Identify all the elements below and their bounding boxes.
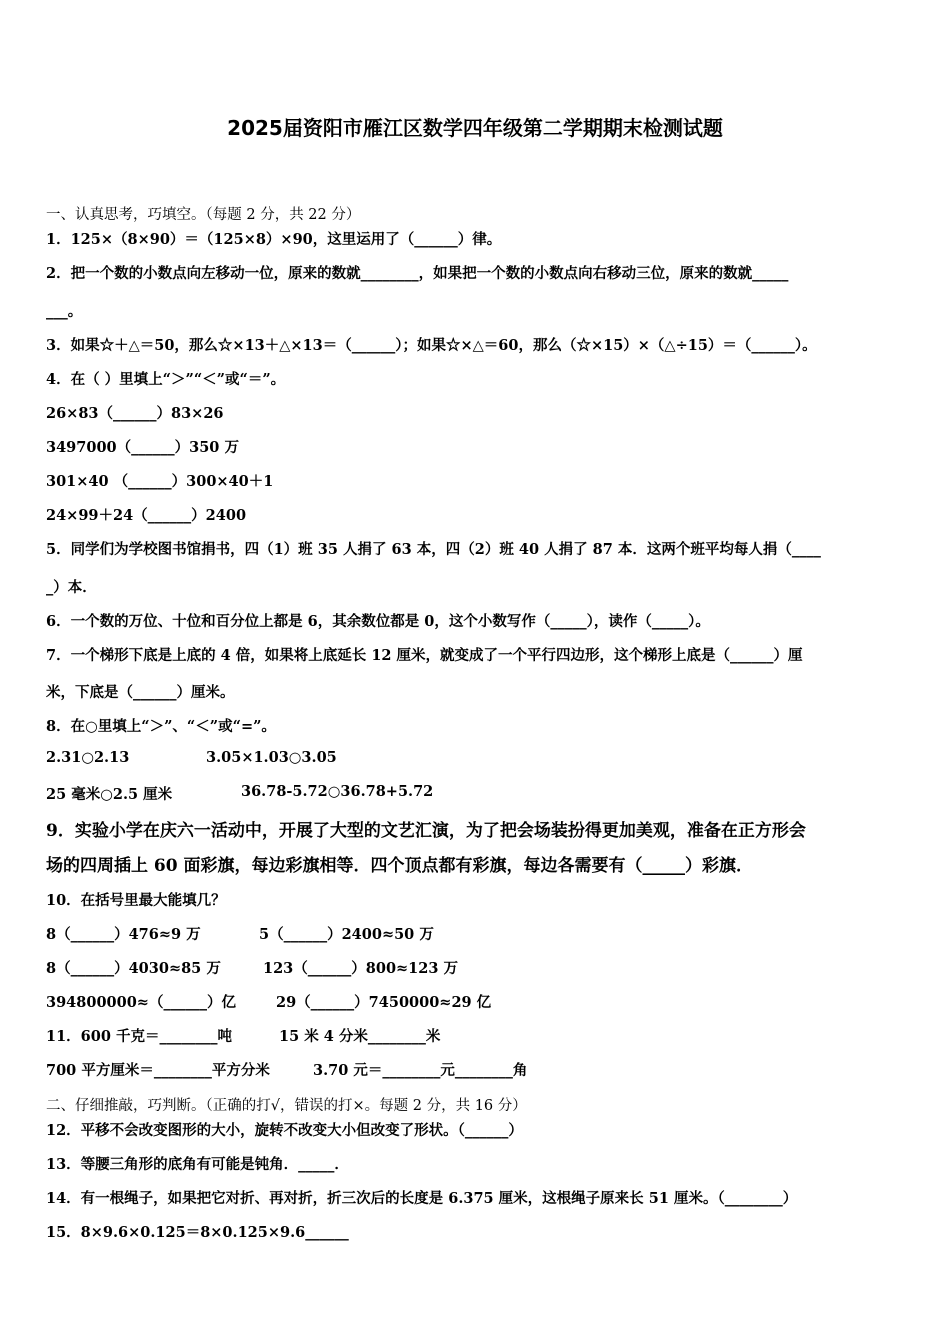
question-10e: 394800000≈（______）亿 xyxy=(46,994,236,1011)
question-4a: 26×83（______）83×26 xyxy=(46,405,224,422)
question-8c: 25 毫米○2.5 厘米 xyxy=(46,786,173,803)
question-10-row-1 xyxy=(46,923,434,944)
question-10c: 8（______）4030≈85 万 xyxy=(46,960,221,977)
section-2-heading: 二、仔细推敲，巧判断。（正确的打√，错误的打×。每题 2 分，共 16 分） xyxy=(46,1098,527,1114)
question-11-row-1 xyxy=(46,1025,441,1046)
question-4b: 3497000（______）350 万 xyxy=(46,439,239,456)
question-11b: 15 米 4 分米________米 xyxy=(279,1028,441,1045)
question-4c: 301×40 （______）300×40＋1 xyxy=(46,473,274,490)
question-11c: 700 平方厘米＝________平方分米 xyxy=(46,1062,270,1079)
question-2-cont: ___。 xyxy=(46,303,83,320)
question-4: 4．在（ ）里填上“＞”“＜”或“＝”。 xyxy=(46,371,286,388)
question-9: 9．实验小学在庆六一活动中，开展了大型的文艺汇演，为了把会场装扮得更加美观，准备在正方形会 xyxy=(46,821,806,841)
question-8a: 2.31○2.13 xyxy=(46,749,130,766)
question-2: 2．把一个数的小数点向左移动一位，原来的数就________，如果把一个数的小数点向右移动三位，原来的数就_____ xyxy=(46,265,789,282)
question-6: 6．一个数的万位、十位和百分位上都是 6，其余数位都是 0，这个小数写作（_____），读作（_____）。 xyxy=(46,613,710,630)
question-8: 8．在○里填上“＞”、“＜”或“=”。 xyxy=(46,718,276,735)
question-10-row-2 xyxy=(46,957,458,978)
question-12: 12．平移不会改变图形的大小，旋转不改变大小但改变了形状。（______） xyxy=(46,1122,523,1139)
question-11-row-2 xyxy=(46,1059,528,1080)
question-15: 15．8×9.6×0.125＝8×0.125×9.6______ xyxy=(46,1224,349,1241)
question-11d: 3.70 元＝________元________角 xyxy=(313,1062,528,1079)
question-9-cont: 场的四周插上 60 面彩旗，每边彩旗相等．四个顶点都有彩旗，每边各需要有（_____）彩旗． xyxy=(46,856,753,876)
section-1-heading: 一、认真思考，巧填空。（每题 2 分，共 22 分） xyxy=(46,207,361,223)
question-8-row-2 xyxy=(46,783,434,804)
question-1: 1．125×（8×90）＝（125×8）×90，这里运用了（______）律。 xyxy=(46,231,502,248)
question-10d: 123（______）800≈123 万 xyxy=(263,960,458,977)
question-10a: 8（______）476≈9 万 xyxy=(46,926,201,943)
question-10-row-3 xyxy=(46,991,492,1012)
question-8d: 36.78-5.72○36.78+5.72 xyxy=(241,783,434,800)
question-10b: 5（______）2400≈50 万 xyxy=(259,926,434,943)
page-title: 2025届资阳市雁江区数学四年级第二学期期末检测试题 xyxy=(227,116,723,140)
question-11a: 11．600 千克＝________吨 xyxy=(46,1028,232,1045)
question-4d: 24×99＋24（______）2400 xyxy=(46,507,247,524)
question-10f: 29（______）7450000≈29 亿 xyxy=(276,994,492,1011)
question-13: 13．等腰三角形的底角有可能是钝角．_____． xyxy=(46,1156,349,1173)
question-8-row-1 xyxy=(46,749,337,766)
question-14: 14．有一根绳子，如果把它对折、再对折，折三次后的长度是 6.375 厘米，这根绳子原来长 51 厘米。（________） xyxy=(46,1190,798,1207)
question-7-cont: 米，下底是（______）厘米。 xyxy=(46,684,235,701)
question-10: 10．在括号里最大能填几？ xyxy=(46,892,226,909)
question-8b: 3.05×1.03○3.05 xyxy=(206,749,337,766)
question-7: 7．一个梯形下底是上底的 4 倍，如果将上底延长 12 厘米，就变成了一个平行四边形，这个梯形上底是（______）厘 xyxy=(46,647,803,664)
question-5-cont: _）本． xyxy=(46,579,97,596)
question-3: 3．如果☆＋△＝50，那么☆×13＋△×13＝（______）；如果☆×△＝60，那么（☆×15）×（△÷15）＝（______）。 xyxy=(46,337,817,354)
question-5: 5．同学们为学校图书馆捐书，四（1）班 35 人捐了 63 本，四（2）班 40 人捐了 87 本．这两个班平均每人捐（____ xyxy=(46,541,821,558)
